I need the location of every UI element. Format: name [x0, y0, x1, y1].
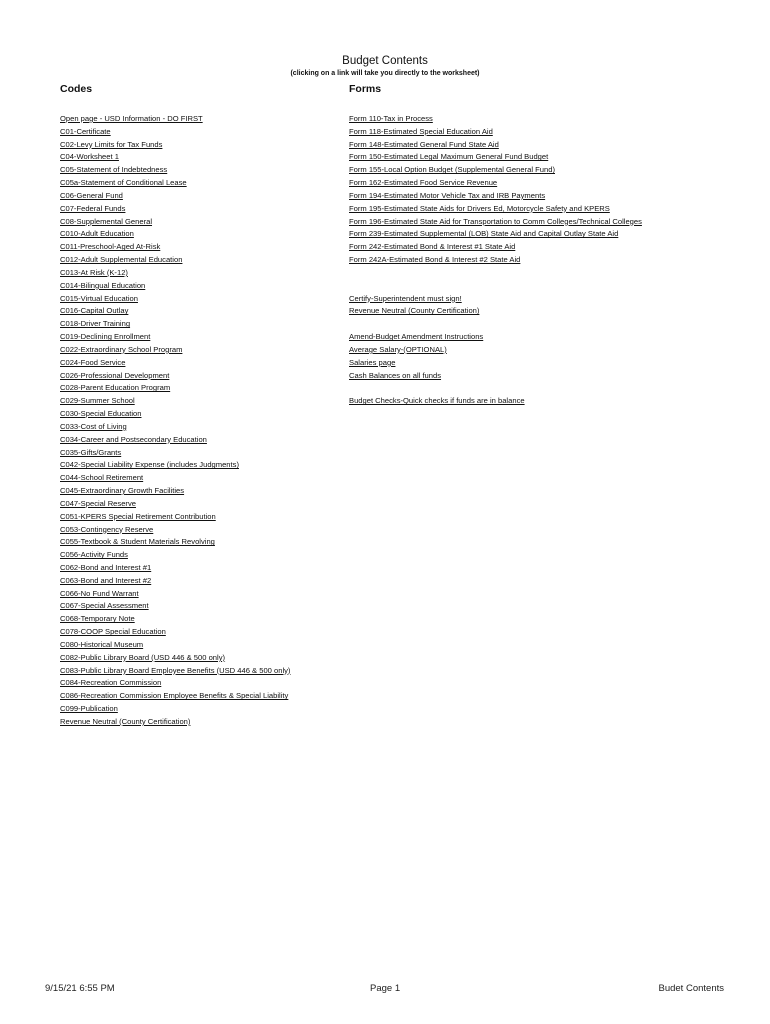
code-item	[60, 472, 290, 485]
form-item	[349, 395, 642, 408]
code-link[interactable]: C014-Bilingual Education	[60, 280, 146, 290]
codes-list	[60, 113, 290, 729]
form-spacer	[349, 280, 642, 293]
code-link[interactable]: C05a-Statement of Conditional Lease	[60, 178, 187, 188]
code-link[interactable]: C053-Contingency Reserve	[60, 524, 154, 534]
code-item	[60, 447, 290, 460]
code-link[interactable]: C080-Historical Museum	[60, 639, 144, 649]
code-link[interactable]: C06-General Fund	[60, 190, 123, 200]
code-link[interactable]: C099-Publication	[60, 704, 118, 714]
code-link[interactable]: C083-Public Library Board Employee Benefits (USD 446 & 500 only)	[60, 665, 291, 675]
code-item	[60, 549, 290, 562]
form-item	[349, 216, 642, 229]
code-link[interactable]: C08-Supplemental General	[60, 216, 153, 226]
code-link[interactable]: C062-Bond and Interest #1	[60, 562, 152, 572]
code-item	[60, 524, 290, 537]
form-item	[349, 228, 642, 241]
code-link[interactable]: C015-Virtual Education	[60, 293, 138, 303]
code-item	[60, 203, 290, 216]
code-link[interactable]: C051-KPERS Special Retirement Contribution	[60, 511, 216, 521]
code-item	[60, 382, 290, 395]
code-link[interactable]: C034-Career and Postsecondary Education	[60, 434, 207, 444]
form-item	[349, 113, 642, 126]
form-item	[349, 254, 642, 267]
form-link[interactable]: Form 148-Estimated General Fund State Aid	[349, 139, 499, 149]
code-item	[60, 331, 290, 344]
code-item	[60, 280, 290, 293]
code-link[interactable]: C044-School Retirement	[60, 473, 144, 483]
form-link[interactable]: Form 110-Tax in Process	[349, 114, 433, 123]
form-item	[349, 164, 642, 177]
form-link[interactable]: Revenue Neutral (County Certification)	[349, 306, 480, 316]
code-item	[60, 485, 290, 498]
code-link[interactable]: C01-Certificate	[60, 126, 111, 136]
code-item	[60, 370, 290, 383]
code-link[interactable]: C07-Federal Funds	[60, 203, 126, 213]
form-item	[349, 344, 642, 357]
form-link[interactable]: Form 196-Estimated State Aid for Transportation to Comm Colleges/Technical Colleges	[349, 216, 642, 226]
code-link[interactable]: C084-Recreation Commission	[60, 678, 162, 688]
code-item	[60, 677, 290, 690]
form-link[interactable]: Form 155-Local Option Budget (Supplemental General Fund)	[349, 165, 555, 175]
codes-heading: Codes	[60, 83, 93, 95]
code-item	[60, 254, 290, 267]
code-link[interactable]: C078-COOP Special Education	[60, 627, 166, 637]
code-link[interactable]: C066-No Fund Warrant	[60, 588, 139, 598]
form-link[interactable]: Certify-Superintendent must sign!	[349, 293, 462, 303]
form-link[interactable]: Form 150-Estimated Legal Maximum General Fund Budget	[349, 152, 549, 162]
code-link[interactable]: C018-Driver Training	[60, 319, 131, 329]
code-item	[60, 305, 290, 318]
code-item	[60, 293, 290, 306]
code-item	[60, 177, 290, 190]
code-item	[60, 511, 290, 524]
form-link[interactable]: Form 194-Estimated Motor Vehicle Tax and IRB Payments	[349, 190, 546, 200]
form-spacer	[349, 382, 642, 395]
code-link[interactable]: C068-Temporary Note	[60, 614, 135, 624]
code-item	[60, 434, 290, 447]
code-link[interactable]: C045-Extraordinary Growth Facilities	[60, 486, 185, 496]
form-item	[349, 331, 642, 344]
form-link[interactable]: Amend-Budget Amendment Instructions	[349, 332, 484, 342]
footer-page-number: Page 1	[370, 983, 401, 994]
code-item	[60, 716, 290, 729]
form-link[interactable]: Form 239-Estimated Supplemental (LOB) State Aid and Capital Outlay State Aid	[349, 229, 619, 239]
code-link[interactable]: C010-Adult Education	[60, 229, 134, 239]
footer-date: 9/15/21 6:55 PM	[45, 983, 115, 994]
code-item	[60, 639, 290, 652]
code-link[interactable]: C056-Activity Funds	[60, 550, 128, 560]
code-link[interactable]: C042-Special Liability Expense (includes Judgments)	[60, 460, 239, 470]
code-link[interactable]: C04-Worksheet 1	[60, 152, 119, 162]
code-item	[60, 421, 290, 434]
code-item	[60, 459, 290, 472]
code-link[interactable]: C047-Special Reserve	[60, 498, 136, 508]
code-link[interactable]: C024-Food Service	[60, 357, 126, 367]
form-item	[349, 305, 642, 318]
code-item	[60, 690, 290, 703]
form-item	[349, 357, 642, 370]
code-link[interactable]: C028-Parent Education Program	[60, 383, 171, 393]
form-link[interactable]: Budget Checks-Quick checks if funds are in balance	[349, 396, 525, 406]
footer-sheet-name: Budet Contents	[658, 983, 724, 994]
code-link[interactable]: C019-Declining Enrollment	[60, 332, 151, 342]
code-item	[60, 216, 290, 229]
code-item	[60, 626, 290, 639]
form-item	[349, 139, 642, 152]
form-item	[349, 177, 642, 190]
form-item	[349, 190, 642, 203]
code-item	[60, 498, 290, 511]
code-item	[60, 241, 290, 254]
code-item	[60, 126, 290, 139]
page-title: Budget Contents	[342, 55, 428, 67]
code-link[interactable]: Open page - USD Information - DO FIRST	[60, 114, 203, 123]
code-item	[60, 588, 290, 601]
code-item	[60, 318, 290, 331]
code-item	[60, 652, 290, 665]
form-link[interactable]: Salaries page	[349, 357, 396, 367]
code-item	[60, 267, 290, 280]
forms-list	[349, 113, 642, 408]
code-link[interactable]: C055-Textbook & Student Materials Revolving	[60, 537, 215, 547]
form-link[interactable]: Form 118-Estimated Special Education Aid	[349, 126, 493, 136]
form-item	[349, 203, 642, 216]
forms-heading: Forms	[349, 83, 382, 95]
page-subtitle: (clicking on a link will take you directly to the worksheet)	[290, 70, 480, 77]
form-spacer	[349, 267, 642, 280]
code-link[interactable]: C082-Public Library Board (USD 446 & 500 only)	[60, 652, 226, 662]
form-link[interactable]: Average Salary-(OPTIONAL)	[349, 344, 447, 354]
code-item	[60, 665, 290, 678]
form-link[interactable]: Form 162-Estimated Food Service Revenue	[349, 178, 498, 188]
code-link[interactable]: C011-Preschool-Aged At-Risk	[60, 242, 161, 252]
code-link[interactable]: C063-Bond and Interest #2	[60, 575, 152, 585]
code-item	[60, 600, 290, 613]
code-link[interactable]: C02-Levy Limits for Tax Funds	[60, 139, 163, 149]
code-link[interactable]: C035-Gifts/Grants	[60, 447, 122, 457]
code-item	[60, 344, 290, 357]
code-item	[60, 357, 290, 370]
code-link[interactable]: C029-Summer School	[60, 396, 135, 406]
form-link[interactable]: Form 242-Estimated Bond & Interest #1 State Aid	[349, 242, 516, 252]
code-item	[60, 408, 290, 421]
form-item	[349, 370, 642, 383]
code-link[interactable]: C033-Cost of Living	[60, 421, 127, 431]
form-link[interactable]: Form 242A-Estimated Bond & Interest #2 State Aid	[349, 255, 521, 265]
code-link[interactable]: C05-Statement of Indebtedness	[60, 165, 168, 175]
code-item	[60, 613, 290, 626]
code-item	[60, 703, 290, 716]
code-link[interactable]: C086-Recreation Commission Employee Benefits & Special Liability	[60, 691, 289, 701]
form-item	[349, 293, 642, 306]
code-item	[60, 113, 290, 126]
code-item	[60, 395, 290, 408]
code-item	[60, 164, 290, 177]
code-link[interactable]: C030-Special Education	[60, 409, 142, 419]
code-item	[60, 575, 290, 588]
form-link[interactable]: Form 195-Estimated State Aids for Drivers Ed, Motorcycle Safety and KPERS	[349, 203, 610, 213]
code-link[interactable]: C013-At Risk (K-12)	[60, 267, 128, 277]
form-item	[349, 126, 642, 139]
form-item	[349, 151, 642, 164]
code-item	[60, 151, 290, 164]
code-item	[60, 228, 290, 241]
code-link[interactable]: Revenue Neutral (County Certification)	[60, 716, 191, 726]
code-item	[60, 139, 290, 152]
form-link[interactable]: Cash Balances on all funds	[349, 370, 442, 380]
code-link[interactable]: C016-Capital Outlay	[60, 306, 129, 316]
code-item	[60, 536, 290, 549]
code-link[interactable]: C067-Special Assessment	[60, 601, 149, 611]
code-link[interactable]: C012-Adult Supplemental Education	[60, 255, 183, 265]
form-spacer	[349, 318, 642, 331]
code-link[interactable]: C026-Professional Development	[60, 370, 170, 380]
form-item	[349, 241, 642, 254]
code-link[interactable]: C022-Extraordinary School Program	[60, 344, 183, 354]
code-item	[60, 190, 290, 203]
code-item	[60, 562, 290, 575]
